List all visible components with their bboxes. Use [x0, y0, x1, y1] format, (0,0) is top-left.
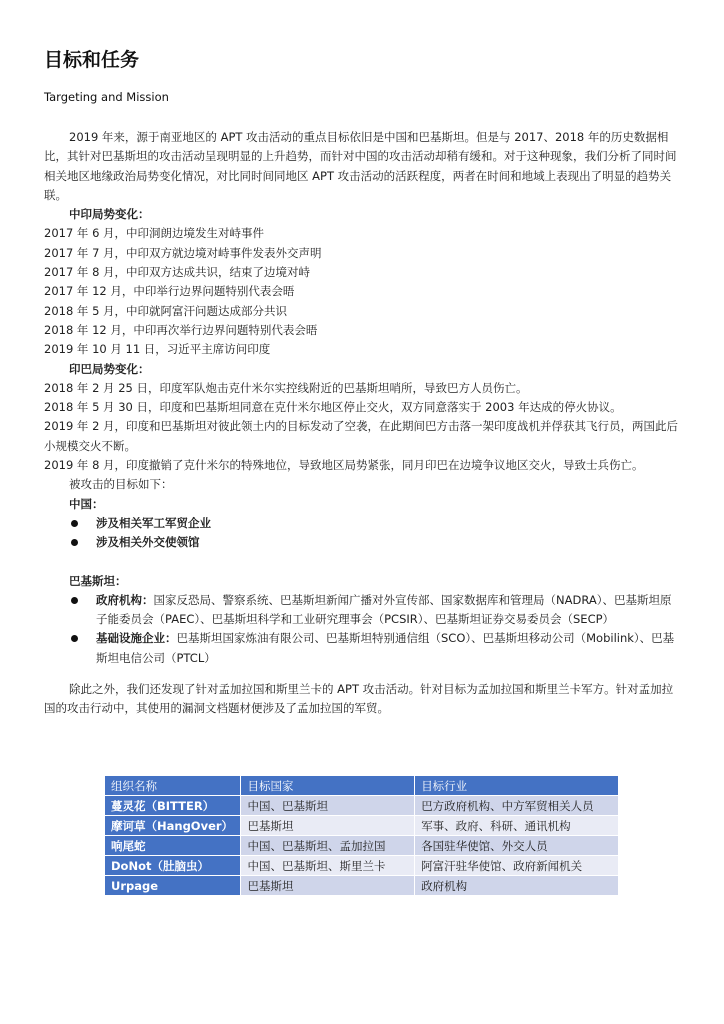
table-row [105, 796, 619, 816]
table-row [105, 856, 619, 876]
targets-intro: 被攻击的目标如下： [69, 477, 173, 492]
event-item: 2019 年 10 月 11 日，习近平主席访问印度 [44, 342, 271, 357]
target-industry-cell: 阿富汗驻华使馆、政府新闻机关 [415, 856, 619, 876]
target-country-cell: 中国、巴基斯坦 [241, 796, 415, 816]
list-item-label: 基础设施企业： [96, 631, 177, 646]
group-name-cell: 摩诃草（HangOver） [105, 816, 241, 836]
list-item-text: 国家反恐局、警察系统、巴基斯坦新闻广播对外宣传部、国家数据库和管理局（NADRA）、巴基斯坦原子能委员会（PAEC）、巴基斯坦科学和工业研究理事会（PCSIR）、巴基斯坦证券交易委员会（SECP） [96, 592, 672, 627]
pakistan-target-list [44, 591, 682, 668]
page-subtitle: Targeting and Mission [44, 90, 169, 104]
table-row [105, 836, 619, 856]
event-item: 2018 年 12 月，中印再次举行边界问题特别代表会晤 [44, 322, 318, 337]
list-item: 涉及相关军工军贸企业 [44, 514, 682, 533]
event-item: 2017 年 6 月，中印洞朗边境发生对峙事件 [44, 226, 265, 241]
list-item [44, 591, 682, 630]
table-row [105, 876, 619, 896]
india-china-heading: 中印局势变化： [69, 207, 150, 222]
target-industry-cell: 军事、政府、科研、通讯机构 [415, 816, 619, 836]
closing-paragraph: 除此之外，我们还发现了针对孟加拉国和斯里兰卡的 APT 攻击活动。针对目标为孟加拉国和斯里兰卡军方。针对孟加拉国的攻击行动中，其使用的漏洞文档题材便涉及了孟加拉国的军贸。 [44, 682, 674, 716]
target-industry-cell: 政府机构 [415, 876, 619, 896]
target-country-cell: 中国、巴基斯坦、斯里兰卡 [241, 856, 415, 876]
target-country-cell: 巴基斯坦 [241, 816, 415, 836]
document-body [44, 128, 682, 719]
page-title: 目标和任务 [44, 49, 140, 71]
target-country-cell: 中国、巴基斯坦、孟加拉国 [241, 836, 415, 856]
event-item: 2018 年 2 月 25 日，印度军队炮击克什米尔实控线附近的巴基斯坦哨所，导致巴方人员伤亡。 [44, 380, 528, 395]
list-item-label: 政府机构： [96, 592, 154, 607]
target-industry-cell: 巴方政府机构、中方军贸相关人员 [415, 796, 619, 816]
group-name-cell: 响尾蛇 [105, 836, 241, 856]
table-row [105, 816, 619, 836]
china-label: 中国： [69, 496, 104, 511]
column-header: 组织名称 [105, 776, 241, 796]
list-item-text: 巴基斯坦国家炼油有限公司、巴基斯坦特别通信组（SCO）、巴基斯坦移动公司（Mobilink）、巴基斯坦电信公司（PTCL） [96, 631, 675, 665]
event-item: 2017 年 12 月，中印举行边界问题特别代表会晤 [44, 284, 295, 299]
table-header-row [105, 776, 619, 796]
india-pakistan-heading: 印巴局势变化： [69, 361, 150, 376]
apt-groups-table [105, 776, 619, 896]
intro-paragraph: 2019 年来，源于南亚地区的 APT 攻击活动的重点目标依旧是中国和巴基斯坦。但是与 2017、2018 年的历史数据相比，其针对巴基斯坦的攻击活动呈现明显的上升趋势，而针对中国的攻击活动却稍有缓和。对于这种现象，我们分析了同时间相关地区地缘政治局势变化情况，对比同时间同地区 APT 攻击活动的活跃程度，两者在时间和地域上表现出了明显的趋势关联。 [44, 130, 677, 202]
column-header: 目标行业 [415, 776, 619, 796]
group-name-cell: 蔓灵花（BITTER） [105, 796, 241, 816]
group-name-cell: DoNot（肚脑虫） [105, 856, 241, 876]
group-name-cell: Urpage [105, 876, 241, 896]
column-header: 目标国家 [241, 776, 415, 796]
target-industry-cell: 各国驻华使馆、外交人员 [415, 836, 619, 856]
pakistan-label: 巴基斯坦： [69, 573, 127, 588]
list-item [44, 629, 682, 668]
spacer [44, 553, 682, 572]
event-item: 2019 年 2 月，印度和巴基斯坦对彼此领土内的目标发动了空袭，在此期间巴方击落一架印度战机并俘获其飞行员，两国此后小规模交火不断。 [44, 419, 679, 453]
event-item: 2018 年 5 月 30 日，印度和巴基斯坦同意在克什米尔地区停止交火，双方同意落实于 2003 年达成的停火协议。 [44, 400, 622, 415]
target-country-cell: 巴基斯坦 [241, 876, 415, 896]
event-item: 2018 年 5 月，中印就阿富汗问题达成部分共识 [44, 303, 288, 318]
event-item: 2017 年 7 月，中印双方就边境对峙事件发表外交声明 [44, 245, 322, 260]
china-target-list [44, 514, 682, 553]
event-item: 2019 年 8 月，印度撤销了克什米尔的特殊地位，导致地区局势紧张，同月印巴在边境争议地区交火，导致士兵伤亡。 [44, 458, 644, 473]
event-item: 2017 年 8 月，中印双方达成共识，结束了边境对峙 [44, 265, 311, 280]
list-item: 涉及相关外交使领馆 [44, 533, 682, 552]
